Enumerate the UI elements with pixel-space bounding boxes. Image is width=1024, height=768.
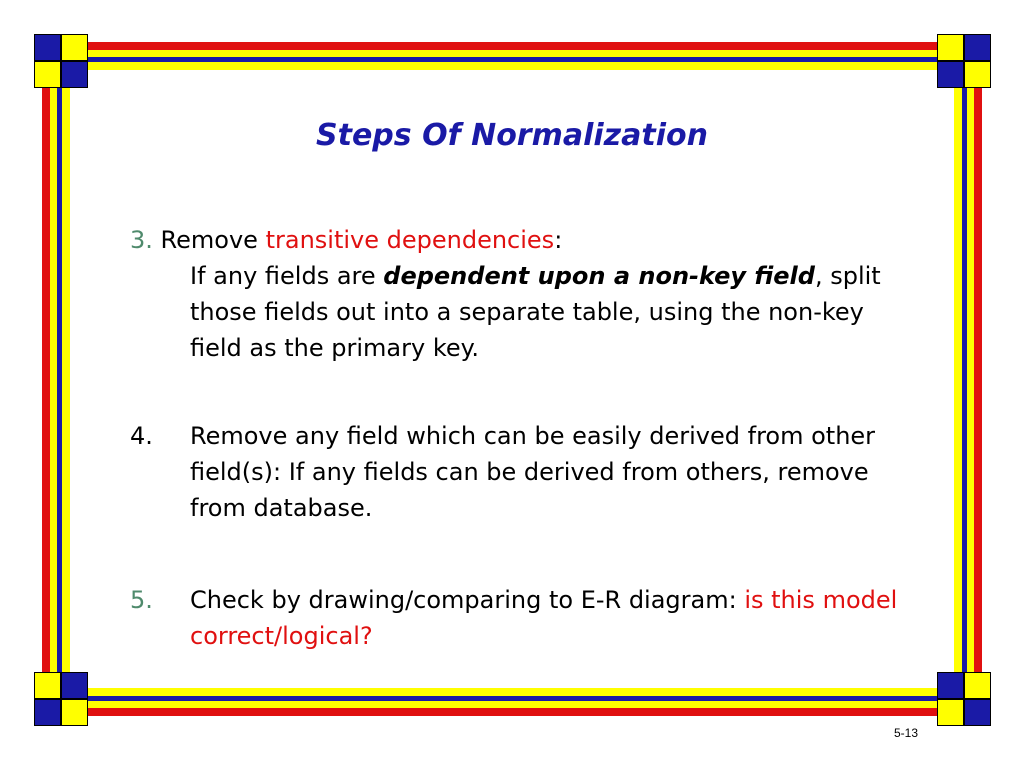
border-top-red — [58, 42, 966, 50]
item-3-rest: , split those fields out into a separate table, using the non-key field as the primary key. — [190, 262, 881, 362]
border-bottom-yellow — [58, 701, 966, 708]
corner-top-right — [937, 34, 991, 88]
border-top-yellow-inner — [58, 62, 966, 70]
corner-top-left — [34, 34, 88, 88]
item-5-highlight: is this model correct/logical? — [190, 586, 898, 650]
page-number: 5-13 — [893, 726, 918, 740]
item-5-text — [190, 582, 920, 654]
border-right-yellow — [967, 58, 974, 710]
item-4-text: Remove any field which can be easily derived from other field(s): If any fields can be derived from others, remove from database. — [190, 422, 876, 522]
border-left-red — [42, 58, 50, 710]
item-3-body — [190, 258, 890, 366]
border-top-yellow — [58, 50, 966, 57]
item-3-highlight: transitive dependencies — [265, 226, 555, 254]
border-right-red — [974, 58, 982, 710]
border-left-yellow-inner — [62, 58, 70, 710]
border-bottom-yellow-inner — [58, 688, 966, 696]
item-5-number: 5. — [130, 586, 153, 614]
item-3-heading — [130, 222, 930, 258]
item-4-number: 4. — [130, 422, 153, 450]
item-3-colon: : — [554, 226, 563, 254]
item-3-lead: Remove — [160, 226, 266, 254]
item-5-lead: Check by drawing/comparing to E-R diagram: — [190, 586, 745, 614]
item-3-line-prefix: If any fields are — [190, 262, 384, 290]
border-left-yellow — [50, 58, 57, 710]
corner-bottom-right — [937, 672, 991, 726]
border-right-yellow-inner — [954, 58, 962, 710]
border-bottom-red — [58, 708, 966, 716]
item-3-number: 3. — [130, 226, 153, 254]
slide-title: Steps Of Normalization — [316, 118, 708, 153]
item-3-bold-phrase: dependent upon a non-key field — [383, 262, 815, 290]
list-item-3 — [130, 222, 930, 366]
corner-bottom-left — [34, 672, 88, 726]
